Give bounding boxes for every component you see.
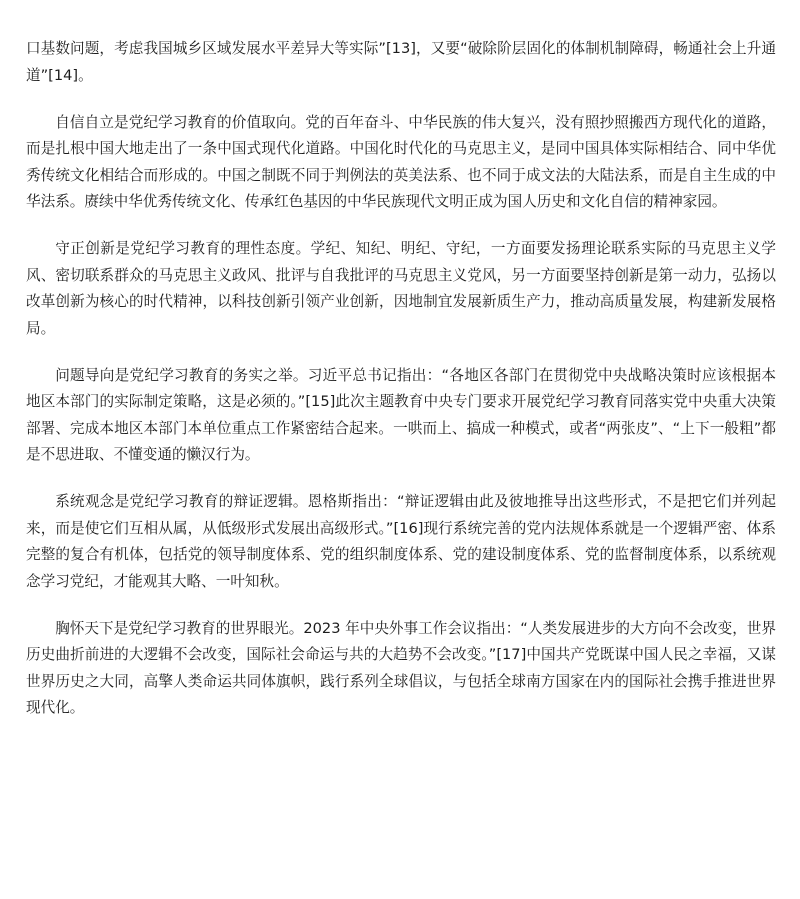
watermark: ​ (209, 310, 251, 339)
paragraph-5: 系统观念是党纪学习教育的辩证逻辑。恩格斯指出：“辩证逻辑由此及彼地推导出这些形式，不是把它们并列起来，而是使它们互相从属，从低级形式发展出高级形式。”[16]现行系统完善的党内法规体系就是一个逻辑严密、体系完整的复合有机体，包括党的领导制度体系、党的组织制度体系、党的建设制度体系、党的监督制度体系，以系统观念学习党纪，才能观其大略、一叶知秋。 (26, 493, 776, 590)
paragraph-1: 口基数问题，考虑我国城乡区域发展水平差异大等实际”[13]，又要“破除阶层固化的体制机制障碍，畅通社会上升通道”[14]。 (26, 40, 776, 84)
document-body (26, 36, 776, 742)
paragraph-4: 问题导向是党纪学习教育的务实之举。习近平总书记指出：“各地区各部门在贯彻党中央战略决策时应该根据本地区本部门的实际制定策略，这是必须的。”[15]此次主题教育中央专门要求开展党纪学习教育同落实党中央重大决策部署、完成本地区本部门本单位重点工作紧密结合起来。一哄而上、搞成一种模式，或者“两张皮”、“上下一般粗”都是不思进取、不懂变通的懒汉行为。 (26, 366, 776, 463)
paragraph-3: 守正创新是党纪学习教育的理性态度。学纪、知纪、明纪、守纪，一方面要发扬理论联系实际的马克思主义学风、密切联系群众的马克思主义政风、批评与自我批评的马克思主义党风，另一方面要坚持创新是第一动力，弘扬以改革创新为核心的时代精神，以科技创新引领产业创新，因地制宜发展新质生产力，推动高质量发展，构建新发展格局。 (26, 240, 776, 337)
paragraph-6: 胸怀天下是党纪学习教育的世界眼光。2023 年中央外事工作会议指出：“人类发展进步的大方向不会改变，世界历史曲折前进的大逻辑不会改变，国际社会命运与共的大趋势不会改变。”[17]中国共产党既谋中国人民之幸福，又谋世界历史之大同，高擎人类命运共同体旗帜，践行系列全球倡议，与包括全球南方国家在内的国际社会携手推进世界现代化。 (26, 619, 776, 716)
paragraph-2: 自信自立是党纪学习教育的价值取向。党的百年奋斗、中华民族的伟大复兴，没有照抄照搬西方现代化的道路，而是扎根中国大地走出了一条中国式现代化道路。中国化时代化的马克思主义，是同中国具体实际相结合、同中华优秀传统文化相结合而形成的。中国之制既不同于判例法的英美法系、也不同于成文法的大陆法系，而是自主生成的中华法系。赓续中华优秀传统文化、传承红色基因的中华民族现代文明正成为国人历史和文化自信的精神家园。 (26, 113, 776, 210)
